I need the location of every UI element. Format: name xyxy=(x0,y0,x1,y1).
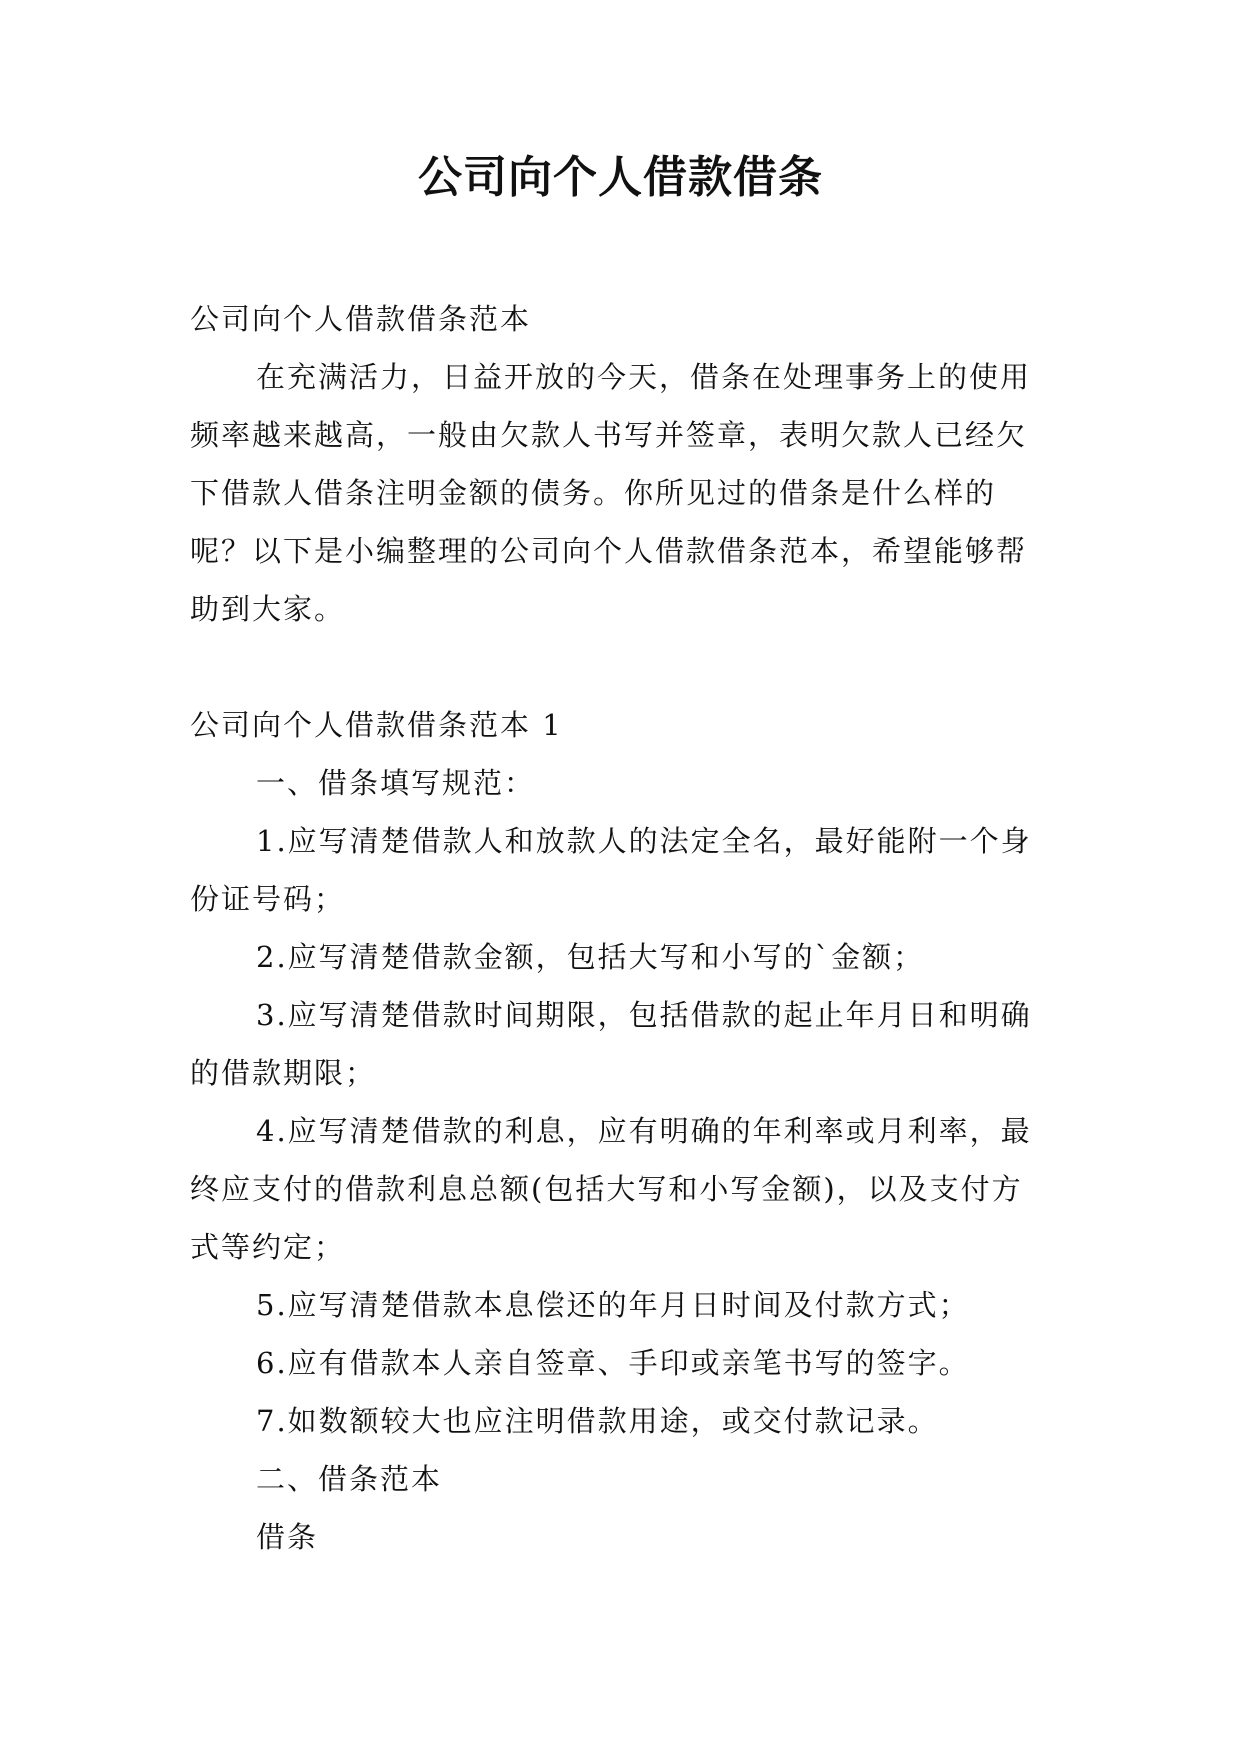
note-label: 借条 xyxy=(256,1520,319,1554)
part-one-heading: 一、借条填写规范： xyxy=(256,766,536,800)
list-item: 2.应写清楚借款金额，包括大写和小写的`金额； xyxy=(256,940,925,974)
subtitle: 公司向个人借款借条范本 xyxy=(190,302,532,336)
list-item: 6.应有借款本人亲自签章、手印或亲笔书写的签字。 xyxy=(256,1346,970,1380)
list-item: 1.应写清楚借款人和放款人的法定全名，最好能附一个身份证号码； xyxy=(190,824,1032,916)
document-body xyxy=(190,290,1050,1566)
intro-paragraph: 在充满活力，日益开放的今天，借条在处理事务上的使用频率越来越高，一般由欠款人书写并签章，表明欠款人已经欠下借款人借条注明金额的债务。你所见过的借条是什么样的呢？以下是小编整理的公司向个人借款借条范本，希望能够帮助到大家。 xyxy=(190,360,1032,626)
list-item: 5.应写清楚借款本息偿还的年月日时间及付款方式； xyxy=(256,1288,970,1322)
list-item: 4.应写清楚借款的利息，应有明确的年利率或月利率，最终应支付的借款利息总额(包括大写和小写金额)，以及支付方式等约定； xyxy=(190,1114,1032,1264)
list-item: 3.应写清楚借款时间期限，包括借款的起止年月日和明确的借款期限； xyxy=(190,998,1032,1090)
paragraph-spacer xyxy=(190,638,1050,696)
list-item: 7.如数额较大也应注明借款用途，或交付款记录。 xyxy=(256,1404,939,1438)
document-title: 公司向个人借款借条 xyxy=(418,152,823,203)
part-two-heading: 二、借条范本 xyxy=(256,1462,443,1496)
section-heading: 公司向个人借款借条范本 1 xyxy=(190,708,563,742)
